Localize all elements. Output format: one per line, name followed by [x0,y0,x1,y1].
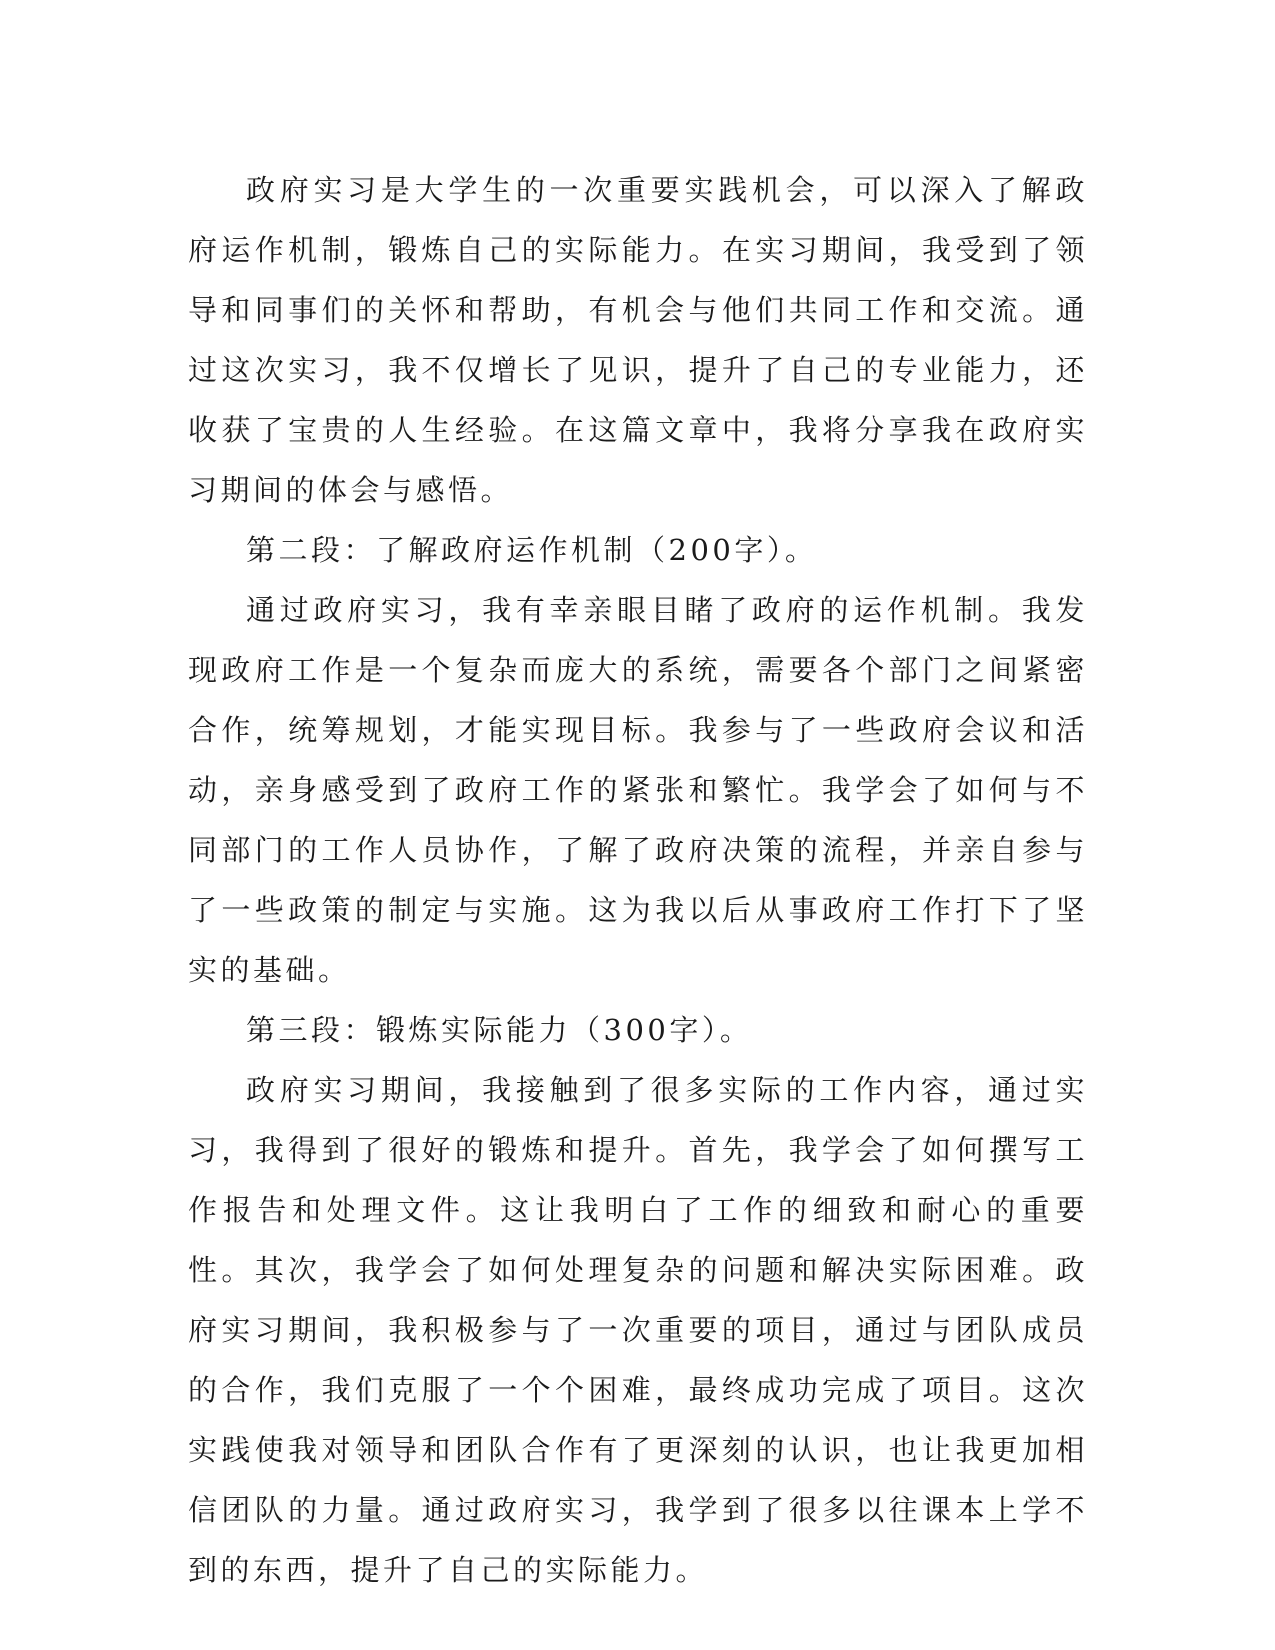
section-2-paragraph: 通过政府实习，我有幸亲眼目睹了政府的运作机制。我发现政府工作是一个复杂而庞大的系统，需要各个部门之间紧密合作，统筹规划，才能实现目标。我参与了一些政府会议和活动，亲身感受到了政府工作的紧张和繁忙。我学会了如何与不同部门的工作人员协作，了解了政府决策的流程，并亲自参与了一些政策的制定与实施。这为我以后从事政府工作打下了坚实的基础。 [188,593,1088,987]
section-heading-2: 第二段：了解政府运作机制（200字）。 [246,533,818,567]
intro-paragraph: 政府实习是大学生的一次重要实践机会，可以深入了解政府运作机制，锻炼自己的实际能力。在实习期间，我受到了领导和同事们的关怀和帮助，有机会与他们共同工作和交流。通过这次实习，我不仅增长了见识，提升了自己的专业能力，还收获了宝贵的人生经验。在这篇文章中，我将分享我在政府实习期间的体会与感悟。 [188,173,1088,507]
document-body [188,160,1088,1600]
section-3-paragraph: 政府实习期间，我接触到了很多实际的工作内容，通过实习，我得到了很好的锻炼和提升。首先，我学会了如何撰写工作报告和处理文件。这让我明白了工作的细致和耐心的重要性。其次，我学会了如何处理复杂的问题和解决实际困难。政府实习期间，我积极参与了一次重要的项目，通过与团队成员的合作，我们克服了一个个困难，最终成功完成了项目。这次实践使我对领导和团队合作有了更深刻的认识，也让我更加相信团队的力量。通过政府实习，我学到了很多以往课本上学不到的东西，提升了自己的实际能力。 [188,1073,1088,1587]
section-heading-3: 第三段：锻炼实际能力（300字）。 [246,1013,753,1047]
